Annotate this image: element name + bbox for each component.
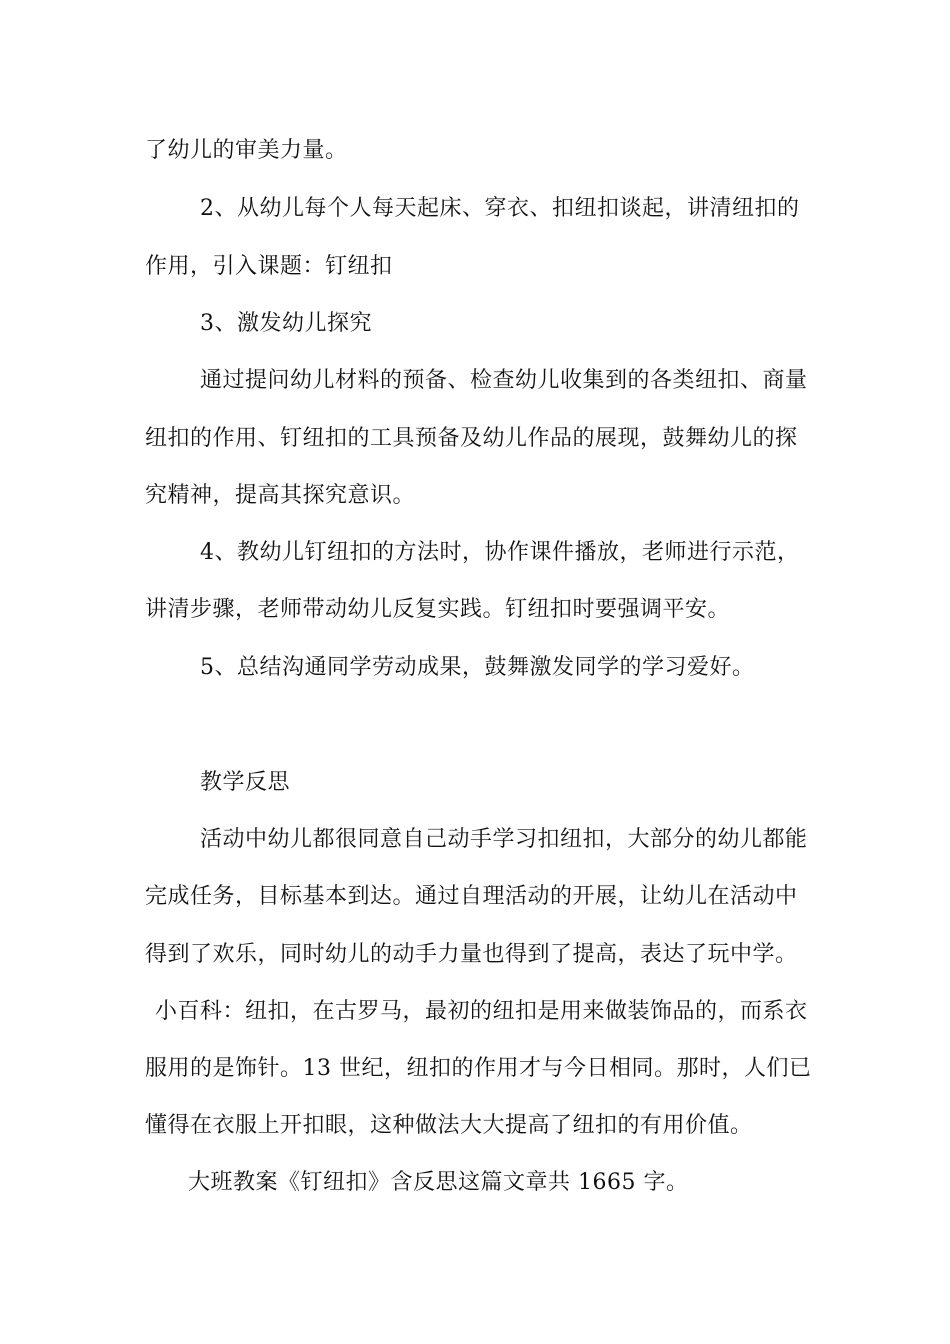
text-line: 2、从幼儿每个人每天起床、穿衣、扣纽扣谈起，讲清纽扣的 <box>200 196 800 221</box>
word-count-note: 大班教案《钉纽扣》含反思这篇文章共 1665 字。 <box>188 1170 689 1195</box>
text-line: 懂得在衣服上开扣眼，这种做法大大提高了纽扣的有用价值。 <box>145 1113 753 1138</box>
text-line: 4、教幼儿钉纽扣的方法时，协作课件播放，老师进行示范， <box>200 540 800 565</box>
text-line: 了幼儿的审美力量。 <box>145 138 348 163</box>
text-line: 通过提问幼儿材料的预备、检查幼儿收集到的各类纽扣、商量 <box>200 368 808 393</box>
text-line: 作用，引入课题：钉纽扣 <box>145 254 393 279</box>
text-line: 究精神，提高其探究意识。 <box>145 483 416 508</box>
text-line: 活动中幼儿都很同意自己动手学习扣纽扣，大部分的幼儿都能 <box>200 827 808 852</box>
text-line: 小百科：纽扣，在古罗马，最初的纽扣是用来做装饰品的，而系衣 <box>155 999 808 1024</box>
text-line: 得到了欢乐，同时幼儿的动手力量也得到了提高，表达了玩中学。 <box>145 942 798 967</box>
text-line: 服用的是饰针。13 世纪，纽扣的作用才与今日相同。那时，人们已 <box>145 1056 812 1081</box>
text-line: 讲清步骤，老师带动幼儿反复实践。钉纽扣时要强调平安。 <box>145 597 731 622</box>
text-line: 纽扣的作用、钉纽扣的工具预备及幼儿作品的展现，鼓舞幼儿的探 <box>145 426 798 451</box>
text-line: 5、总结沟通同学劳动成果，鼓舞激发同学的学习爱好。 <box>200 655 755 680</box>
section-heading: 教学反思 <box>200 770 291 795</box>
text-line: 3、激发幼儿探究 <box>200 311 372 336</box>
text-line: 完成任务，目标基本到达。通过自理活动的开展，让幼儿在活动中 <box>145 884 798 909</box>
